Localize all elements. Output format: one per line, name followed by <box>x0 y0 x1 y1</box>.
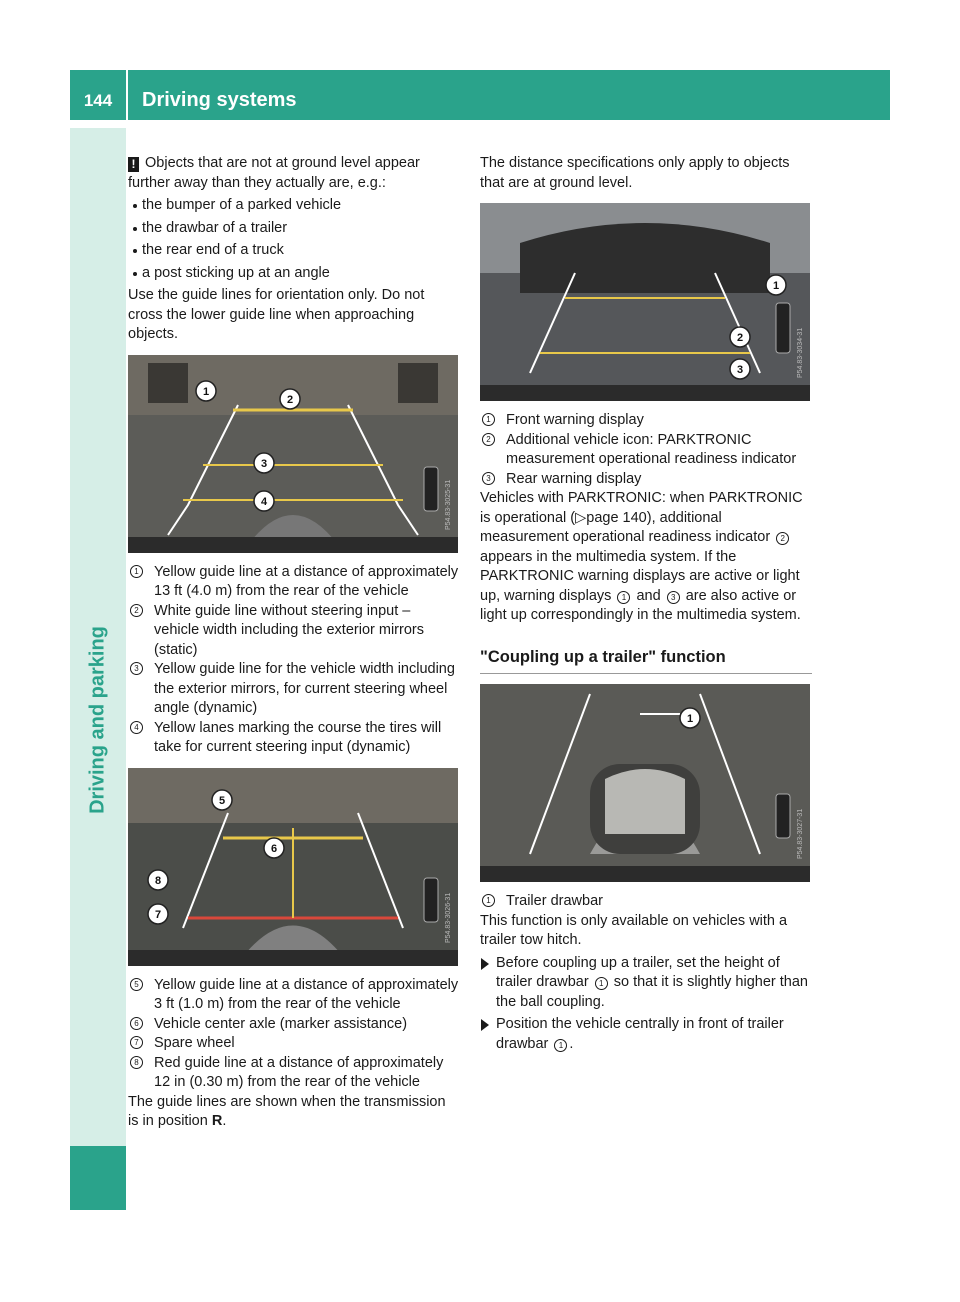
page-number: 144 <box>83 91 113 110</box>
step-arrow-icon <box>481 1019 489 1031</box>
image-code: P54.83-3027-31 <box>797 808 804 859</box>
chapter-tab <box>70 1146 126 1210</box>
callout-3: 3 <box>736 364 744 376</box>
callout-7: 7 <box>154 908 162 921</box>
callout-3: 3 <box>260 457 268 470</box>
legend-4 <box>480 892 812 912</box>
legend-item: 7 Spare wheel <box>128 1034 459 1054</box>
example-list <box>128 196 459 283</box>
legend-item: 2 Additional vehicle icon: PARKTRONIC measurement operational readiness indicator <box>480 431 812 470</box>
left-column <box>128 154 459 1132</box>
list-item: a post sticking up at an angle <box>128 264 459 284</box>
legend-item: 8 Red guide line at a distance of approximately 12 in (0.30 m) from the rear of the vehicle <box>128 1054 459 1093</box>
camera-image-trailer <box>480 684 810 882</box>
step-arrow-icon <box>481 958 489 970</box>
legend-item: 6 Vehicle center axle (marker assistance) <box>128 1015 459 1035</box>
legend-item: 1 Trailer drawbar <box>480 892 812 912</box>
callout-1: 1 <box>686 713 694 725</box>
section-heading: "Coupling up a trailer" function <box>480 648 812 675</box>
callout-2: 2 <box>736 332 744 344</box>
image-code: P54.83-3025-31 <box>445 479 452 530</box>
instruction-step: Before coupling up a trailer, set the height of trailer drawbar 1 so that it is slightly higher than the ball coupling. <box>480 954 812 1013</box>
callout-6: 6 <box>270 842 278 855</box>
legend-item: 5 Yellow guide line at a distance of approximately 3 ft (1.0 m) from the rear of the vehicle <box>128 976 459 1015</box>
callout-4: 4 <box>260 495 268 508</box>
callout-1: 1 <box>202 385 210 398</box>
callout-2: 2 <box>286 393 294 406</box>
right-column <box>480 154 812 1057</box>
legend-2 <box>128 976 459 1093</box>
guide-note: Use the guide lines for orientation only. Do not cross the lower guide line when approaching objects. <box>128 287 425 342</box>
instruction-step: Position the vehicle centrally in front of trailer drawbar 1 . <box>480 1015 812 1054</box>
list-item: the rear end of a truck <box>128 241 459 261</box>
legend-3 <box>480 411 812 489</box>
header-divider <box>126 70 128 120</box>
legend-item: 3 Yellow guide line for the vehicle width including the exterior mirrors, for current steering wheel angle (dynamic) <box>128 660 459 719</box>
page-reference-icon: ▷ <box>575 509 587 526</box>
chapter-label: Driving and parking <box>86 626 109 814</box>
callout-5: 5 <box>218 794 226 807</box>
image-code: P54.83-3034-31 <box>797 327 804 378</box>
callout-1: 1 <box>772 280 780 292</box>
list-item: the drawbar of a trailer <box>128 219 459 239</box>
warning-icon: ! <box>128 157 139 172</box>
image-code: P54.83-3026-31 <box>445 892 452 943</box>
camera-image-markers <box>128 768 458 966</box>
legend-item: 4 Yellow lanes marking the course the tires will take for current steering input (dynamic) <box>128 719 459 758</box>
list-item: the bumper of a parked vehicle <box>128 196 459 216</box>
parktronic-paragraph: Vehicles with PARKTRONIC: when PARKTRONIC is operational (▷page 140), additional measurement operational readiness indicator 2 appears in the multimedia system. If the PARKTRONIC warning displays are active or light up, warning displays 1 and 3 are also active or light up correspondingly in the multimedia system. <box>480 490 803 623</box>
legend-item: 2 White guide line without steering input – vehicle width including the exterior mirrors (static) <box>128 602 459 661</box>
callout-8: 8 <box>154 874 162 887</box>
camera-image-guide-lines <box>128 355 458 553</box>
legend-1 <box>128 563 459 758</box>
warning-paragraph: ! Objects that are not at ground level appear further away than they actually are, e.g.: <box>128 155 420 191</box>
availability-paragraph: This function is only available on vehicles with a trailer tow hitch. <box>480 912 788 948</box>
legend-item: 3 Rear warning display <box>480 470 812 490</box>
transmission-note: The guide lines are shown when the transmission is in position R. <box>128 1093 446 1129</box>
section-title: Driving systems <box>142 89 297 111</box>
legend-item: 1 Yellow guide line at a distance of approximately 13 ft (4.0 m) from the rear of the vehicle <box>128 563 459 602</box>
intro-paragraph: The distance specifications only apply to objects that are at ground level. <box>480 155 790 191</box>
camera-image-parktronic <box>480 203 810 401</box>
legend-item: 1 Front warning display <box>480 411 812 431</box>
